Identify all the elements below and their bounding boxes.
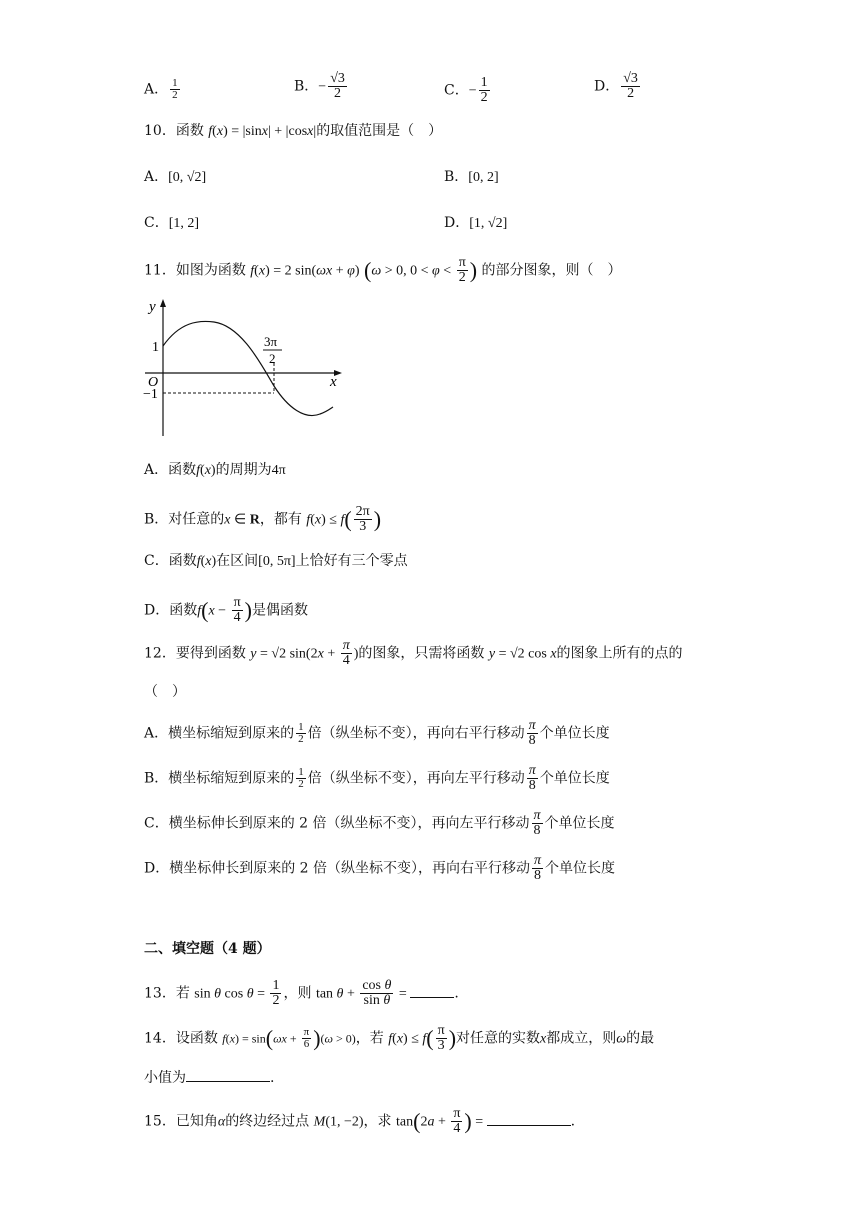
graph-origin-label: O (148, 375, 159, 390)
q15-stem: 15．已知角α的终边经过点 M(1, −2)，求 tan(2a + $\frac{\pi}{4}$ ) = . (144, 1106, 576, 1136)
q11-option-d: D．函数f(x − $\frac{\pi}{4}$ )是偶函数 (144, 595, 308, 625)
q12-paren: （ ） (144, 684, 186, 700)
q9-option-a: A． $\frac{1}{2}$ (144, 77, 178, 101)
graph-x-mark-den: 2 (269, 351, 276, 366)
q13-answer-blank[interactable] (410, 983, 454, 998)
section-title: 二、填空题（4 题） (144, 941, 271, 957)
graph-y-label: y (149, 299, 156, 315)
q9-option-c: C．− $\frac{1}{2}$ (444, 75, 488, 105)
q11-option-c: C．函数f(x)在区间[0, 5π]上恰好有三个零点 (144, 553, 408, 569)
q12-option-a: A．横坐标缩短到原来的 $\frac{1}{2}$ 倍（纵坐标不变），再向右平行移动 $\frac{\pi}{8}$ 个单位长度 (144, 718, 610, 748)
q9-option-b: B．− $\frac{√3}{2}$ (294, 71, 345, 101)
q12-option-b: B．横坐标缩短到原来的 $\frac{1}{2}$ 倍（纵坐标不变），再向左平行移动 $\frac{\pi}{8}$ 个单位长度 (144, 763, 610, 793)
q14-line2: 小值为 . (144, 1067, 274, 1088)
graph-x-label: x (330, 374, 337, 390)
q12-option-d: D．横坐标伸长到原来的 2 倍（纵坐标不变），再向右平行移动 $\frac{\pi}{8}$ 个单位长度 (144, 853, 616, 883)
q10-option-d: D．[1, √2] (444, 215, 508, 231)
graph-x-mark-num: 3π (264, 334, 278, 349)
graph-tick-neg-one: −1 (143, 387, 158, 402)
q14-stem: 14．设函数 f(x) = sin(ωx + $\frac{\pi}{6}$ )(ω > 0)，若 f(x) ≤ f( $\frac{\pi}{3}$ )对任意的实数x都成立，则ω的最 (144, 1023, 655, 1053)
q14-answer-blank[interactable] (186, 1067, 270, 1082)
q12-option-c: C．横坐标伸长到原来的 2 倍（纵坐标不变），再向左平行移动 $\frac{\pi}{8}$ 个单位长度 (144, 808, 615, 838)
q9-option-d: D． $\frac{√3}{2}$ (594, 71, 638, 101)
q10-option-b: B．[0, 2] (444, 169, 499, 185)
q11-function-graph (140, 296, 350, 441)
q12-stem: 12．要得到函数 y = √2 sin(2x + $\frac{\pi}{4}$ )的图象，只需将函数 y = √2 cos x的图象上所有的点的 (144, 638, 683, 668)
q10-option-c: C．[1, 2] (144, 215, 200, 231)
q10-option-a: A．[0, √2] (144, 169, 207, 185)
q15-answer-blank[interactable] (487, 1111, 571, 1126)
q11-option-b: B．对任意的x ∈ R，都有 f(x) ≤ f( $\frac{2\pi}{3}$ ) (144, 504, 382, 534)
q11-option-a: A．函数f(x)的周期为4π (144, 462, 286, 478)
q13-stem: 13．若 sin θ cos θ = $\frac{1}{2}$ ，则 tan θ + $\frac{\text{cos θ}}{\text{sin θ}}$ = . (144, 978, 459, 1008)
q10-stem: 10．函数 f(x) = |sinx| + |cosx|的取值范围是（ ） (144, 123, 443, 139)
q11-stem: 11．如图为函数 f(x) = 2 sin(ωx + φ) (ω > 0, 0 < φ < $\frac{\pi}{2}$ ) 的部分图象，则（ ） (144, 255, 622, 285)
graph-tick-one: 1 (152, 340, 159, 355)
